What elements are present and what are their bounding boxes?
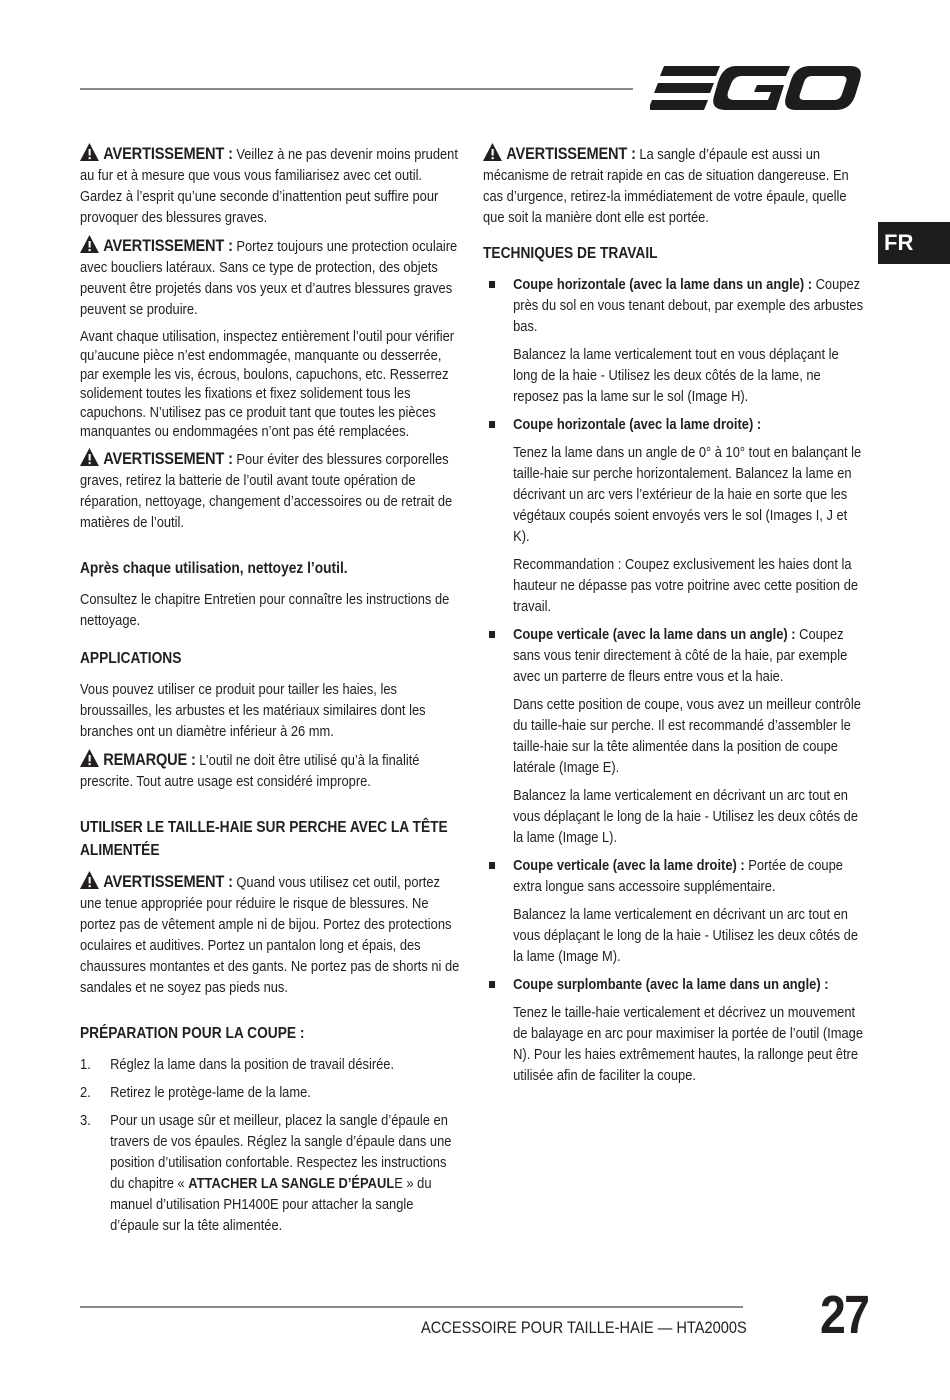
bullet-text: Coupez sans vous tenir directement à côté de la haie, par exemple avec un parterre de fleurs entre vous et la haie. [513,626,848,685]
bullet-square [489,981,495,988]
bullet-title: Coupe horizontale (avec la lame droite) : [513,416,762,433]
bullet-subtext: Recommandation : Coupez exclusivement les haies dont la hauteur ne dépasse pas votre poitrine avec cette position de travail. [513,556,859,615]
warning-text: Pour éviter des blessures corporelles graves, retirez la batterie de l’outil avant toute opération de réparation, nettoyage, changement d’accessoires ou de retrait de matières de l’outil. [80,451,453,531]
list-item [483,624,863,687]
list-number: 2. [80,1084,91,1101]
page-number [820,1284,876,1346]
warning-block [483,143,863,228]
list-item [80,1110,460,1236]
steps-list [80,1054,460,1103]
warning-block [80,871,460,998]
bullet-text: Portée de coupe extra longue sans accessoire supplémentaire. [513,857,843,895]
warning-block [80,448,460,533]
list-text: Retirez le protège-lame de la lame. [110,1084,311,1101]
warning-icon [80,871,99,889]
step3-text: Pour un usage sûr et meilleur, placez la sangle d’épaule en travers de vos épaules. Réglez la sangle d’épaule dans une position d’utilisation confortable. Respectez les instructions du chapitre « [110,1112,452,1192]
list-number: 3. [80,1112,91,1129]
bullet-subtext: Tenez le taille-haie verticalement et décrivez un mouvement de balayage en arc pour maximiser la portée de l’outil (Image N). Pour les haies extrêmement hautes, la rallonge peut être utilisée afin de faciliter la coupe. [513,1004,864,1084]
list-item [80,1054,460,1075]
note-label: REMARQUE : [103,750,196,769]
applications-paragraph: Vous pouvez utiliser ce produit pour tailler les haies, les broussailles, les arbustes et les matériaux similaires dont les branches ont un diamètre inférieur à 26 mm. [80,681,426,740]
bullet-subtext: Balancez la lame verticalement en décrivant un arc tout en vous déplaçant le long de la haie - Utilisez les deux côtés de la lame (Image L). [513,787,859,846]
step3-bold: ATTACHER LA SANGLE D’ÉPAUL [188,1175,395,1192]
ego-logo [650,64,862,112]
warning-icon [483,143,502,161]
bullet-subtext: Tenez la lame dans un angle de 0° à 10° tout en balançant le taille-haie sur perche horizontalement. Balancez la lame en décrivant un arc vers l’extérieur de la haie en sorte que les végétaux coupés soient envoyés vers le sol (Images I, J et K). [513,444,862,545]
list-item [483,855,863,897]
bullet-square [489,631,495,638]
page-number-text: 27 [820,1285,869,1345]
list-item [80,1082,460,1103]
warning-label: AVERTISSEMENT : [103,236,233,255]
warning-label: AVERTISSEMENT : [506,144,636,163]
left-column [80,143,460,1243]
language-tab: FR [878,222,950,264]
inspect-paragraph: Avant chaque utilisation, inspectez entièrement l’outil pour vérifier qu’aucune pièce n’est endommagée, manquante ou desserrée, par exemple les vis, écrous, boulons, capuchons, etc. Resserrez solidement toutes les fixations et fixez solidement tous les capuchons. N’utilisez pas ce produit tant que toutes les pièces manquantes ou endommagées n’ont pas été remplacées. [80,328,455,440]
bullet-subtext: Balancez la lame verticalement tout en vous déplaçant le long de la haie - Utilisez les deux côtés de la lame, ne reposez pas la lame sur le sol (Image H). [513,346,839,405]
warning-icon [80,749,99,767]
footer-rule [80,1306,743,1308]
bullet-square [489,421,495,428]
warning-icon [80,235,99,253]
heading-techniques: TECHNIQUES DE TRAVAIL [483,245,658,262]
warning-label: AVERTISSEMENT : [103,144,233,163]
bullet-square [489,862,495,869]
list-item [483,274,863,337]
warning-text: Portez toujours une protection oculaire avec boucliers latéraux. Sans ce type de protection, des objets peuvent être projetés dans vos yeux et d’autres blessures graves peuvent se produire. [80,238,458,318]
header-rule [80,88,633,90]
bullet-title: Coupe horizontale (avec la lame dans un angle) : [513,276,813,293]
warning-label: AVERTISSEMENT : [103,449,233,468]
warning-text: La sangle d’épaule est aussi un mécanisme de retrait rapide en cas de situation dangereuse. En cas d’urgence, retirez-la immédiatement de votre épaule, quelle que soit la manière dont elle est portée. [483,146,849,226]
note-text: L’outil ne doit être utilisé qu’à la finalité prescrite. Tout autre usage est considéré impropre. [80,752,420,790]
bullet-square [489,281,495,288]
list-number: 1. [80,1056,91,1073]
note-block [80,749,460,792]
footer-title [421,1318,800,1338]
heading-applications: APPLICATIONS [80,650,182,667]
list-item [483,974,863,995]
step3-text-end: E » du manuel d’utilisation PH1400E pour attacher la sangle d’épaule sur la tête alimentée. [110,1175,432,1234]
bullet-subtext: Dans cette position de coupe, vous avez un meilleur contrôle du taille-haie sur perche. Il est recommandé d’assembler le taille-haie sur la tête alimentée dans la position de coupe latérale (Image E). [513,696,861,776]
heading-clean: Après chaque utilisation, nettoyez l’outil. [80,560,348,577]
warning-block [80,235,460,320]
bullet-title: Coupe verticale (avec la lame droite) : [513,857,745,874]
footer-title-text: ACCESSOIRE POUR TAILLE-HAIE — HTA2000S [421,1318,747,1337]
list-text: Réglez la lame dans la position de travail désirée. [110,1056,395,1073]
warning-text: Veillez à ne pas devenir moins prudent au fur et à mesure que vous vous familiarisez avec cet outil. Gardez à l’esprit qu’une seconde d’inattention peut suffire pour provoquer des blessures graves. [80,146,458,226]
warning-label: AVERTISSEMENT : [103,872,233,891]
right-column [483,143,863,1093]
heading-use: UTILISER LE TAILLE-HAIE SUR PERCHE AVEC LA TÊTE ALIMENTÉE [80,819,448,859]
bullet-title: Coupe verticale (avec la lame dans un angle) : [513,626,796,643]
warning-icon [80,448,99,466]
bullet-text: Coupez près du sol en vous tenant debout, par exemple des arbustes bas. [513,276,864,335]
heading-prep: PRÉPARATION POUR LA COUPE : [80,1025,305,1042]
list-item [483,414,863,435]
warning-block [80,143,460,228]
bullet-title: Coupe surplombante (avec la lame dans un angle) : [513,976,829,993]
warning-text: Quand vous utilisez cet outil, portez une tenue appropriée pour réduire le risque de blessures. Ne portez pas de vêtement ample ni de bijou. Portez des protections oculaires et auditives. Portez un pantalon long et épais, des chaussures montantes et des gants. Ne portez pas de shorts ni de sandales et ne soyez pas pieds nus. [80,874,460,996]
warning-icon [80,143,99,161]
bullet-subtext: Balancez la lame verticalement en décrivant un arc tout en vous déplaçant le long de la haie - Utilisez les deux côtés de la lame (Image M). [513,906,859,965]
clean-paragraph: Consultez le chapitre Entretien pour connaître les instructions de nettoyage. [80,591,450,629]
